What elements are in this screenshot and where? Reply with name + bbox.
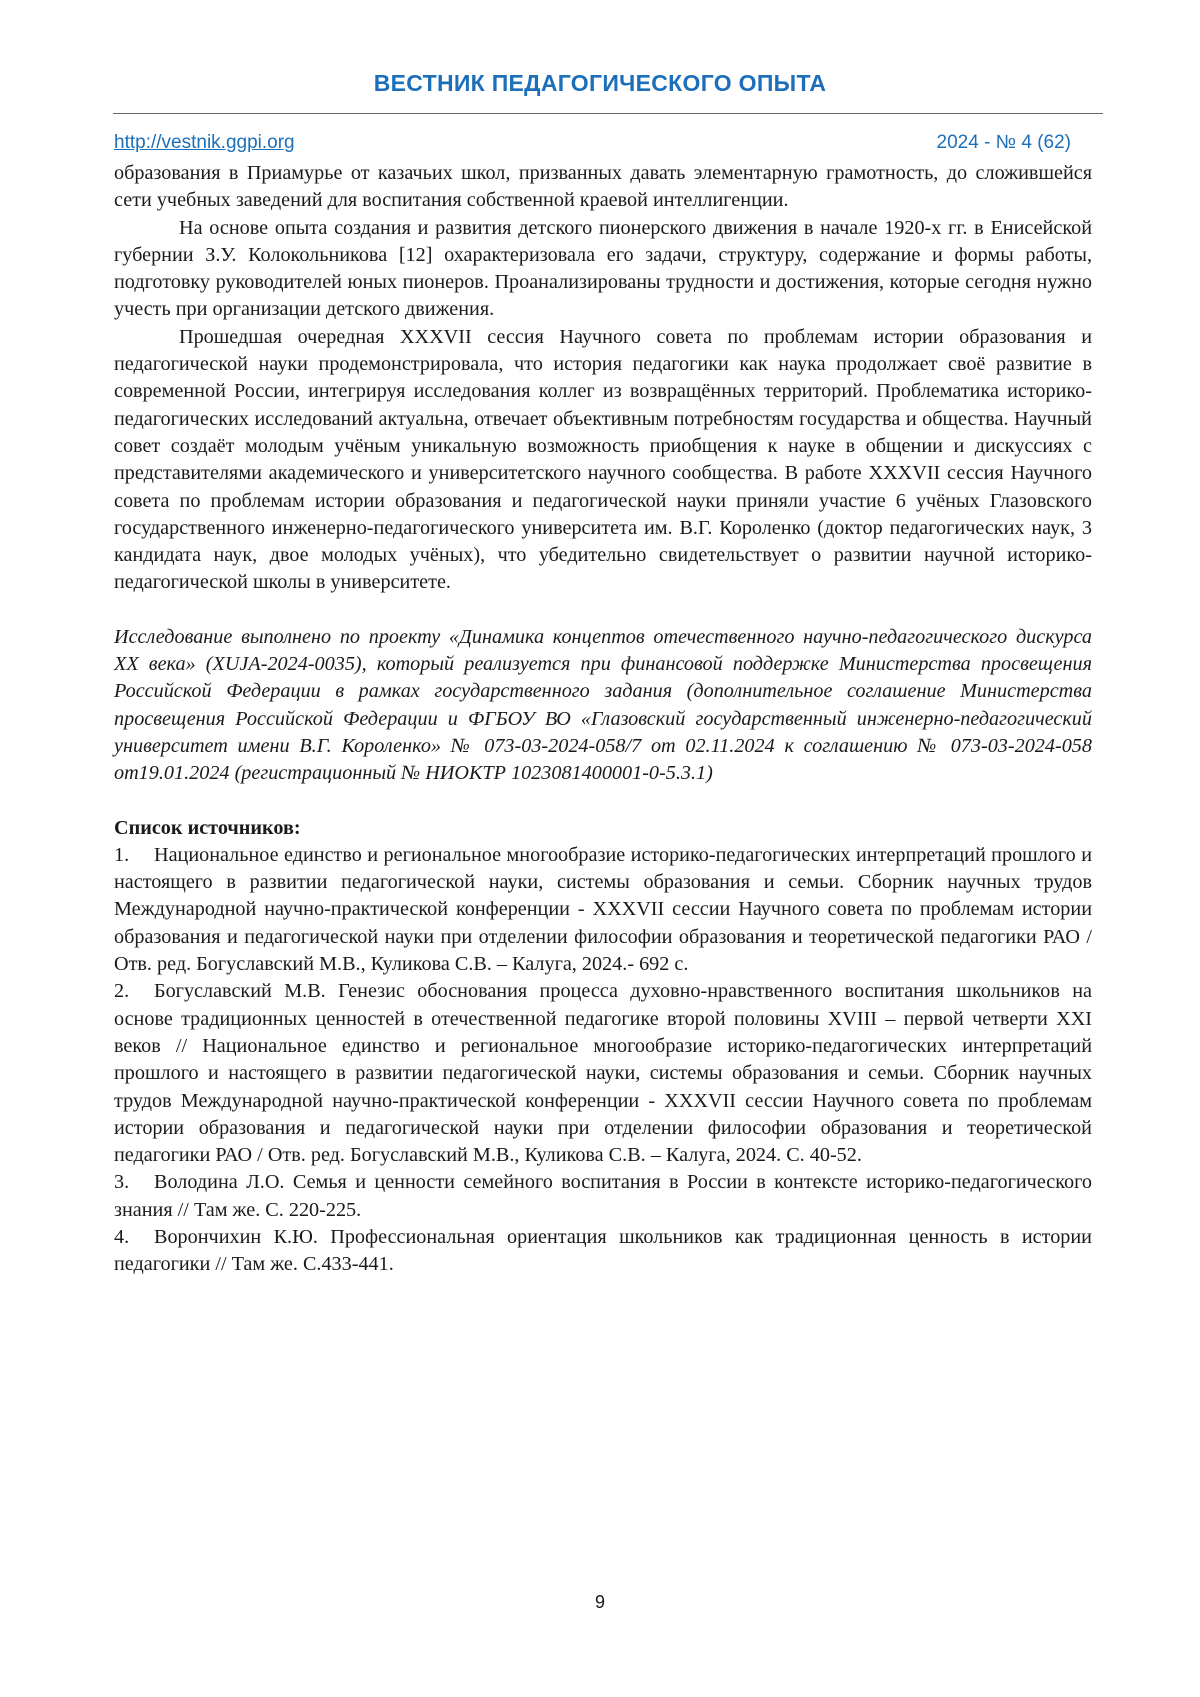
paragraph: На основе опыта создания и развития детского пионерского движения в начале 1920-х гг. в Енисейской губернии З.У. Колокольникова [12] охарактеризовала его задачи, структуру, содержание и формы работы, подготовку руководителей юных пионеров. Проанализированы трудности и достижения, которые сегодня нужно учесть при организации детского движения. xyxy=(114,216,1092,321)
reference-item xyxy=(114,842,1092,978)
reference-number: 1. xyxy=(114,843,130,866)
reference-text: Богуславский М.В. Генезис обоснования процесса духовно-нравственного воспитания школьников на основе традиционных ценностей в отечественной педагогике второй половины XVIII – первой четверти XXI веков // Национальное единство и региональное многообразие историко-педагогических интерпретаций прошлого и настоящего в развитии педагогической науки, системы образования и семьи. Сборник научных трудов Международной научно-практической конференции - XXXVII сессии Научного совета по проблемам истории образования и педагогической науки при отделении философии образования и теоретической педагогики РАО / Отв. ред. Богуславский М.В., Куликова С.В. – Калуга, 2024. С. 40-52. xyxy=(114,980,1092,1167)
reference-item xyxy=(114,1224,1092,1279)
funding-note: Исследование выполнено по проекту «Динамика концептов отечественного научно-педагогического дискурса ХХ века» (XUJA-2024-0035), который реализуется при финансовой поддержке Министерства просвещения Российской Федерации в рамках государственного задания (дополнительное соглашение Министерства просвещения Российской Федерации и ФГБОУ ВО «Глазовский государственный инженерно-педагогический университет имени В.Г. Короленко» № 073-03-2024-058/7 от 02.11.2024 к соглашению № 073-03-2024-058 от19.01.2024 (регистрационный № НИОКТР 1023081400001-0-5.3.1) xyxy=(114,625,1092,785)
issue-number: 2024 - № 4 (62) xyxy=(936,132,1071,153)
article-body xyxy=(114,160,1092,1279)
paragraph-continuation: образования в Приамурье от казачьих школ, призванных давать элементарную грамотность, до сложившейся сети учебных заведений для воспитания собственной краевой интеллигенции. xyxy=(114,162,1092,212)
journal-url-link[interactable]: http://vestnik.ggpi.org xyxy=(114,132,295,153)
reference-item xyxy=(114,978,1092,1169)
reference-text: Володина Л.О. Семья и ценности семейного воспитания в России в контексте историко-педагогического знания // Там же. С. 220-225. xyxy=(114,1171,1092,1221)
reference-number: 3. xyxy=(114,1171,130,1194)
reference-item xyxy=(114,1169,1092,1224)
reference-text: Национальное единство и региональное многообразие историко-педагогических интерпретаций прошлого и настоящего в развитии педагогической науки, системы образования и семьи. Сборник научных трудов Международной научно-практической конференции - XXXVII сессии Научного совета по проблемам истории образования и педагогической науки при отделении философии образования и теоретической педагогики РАО / Отв. ред. Богуславский М.В., Куликова С.В. – Калуга, 2024.- 692 с. xyxy=(114,843,1092,976)
references-list xyxy=(114,842,1092,1279)
journal-title: ВЕСТНИК ПЕДАГОГИЧЕСКОГО ОПЫТА xyxy=(373,70,827,96)
reference-text: Ворончихин К.Ю. Профессиональная ориентация школьников как традиционная ценность в истории педагогики // Там же. С.433-441. xyxy=(114,1225,1092,1276)
paragraph: Прошедшая очередная XXXVII сессия Научного совета по проблемам истории образования и педагогической науки продемонстрировала, что история педагогики как наука продолжает своё развитие в современной России, интегрируя исследования коллег из возвращённых территорий. Проблематика историко-педагогических исследований актуальна, отвечает объективным потребностям государства и общества. Научный совет создаёт молодым учёным уникальную возможность приобщения к науке в общении и дискуссиях с представителями академического и университетского научного сообщества. В работе XXXVII сессия Научного совета по проблемам истории образования и педагогической науки приняли участие 6 учёных Глазовского государственного инженерно-педагогического университета им. В.Г. Короленко (доктор педагогических наук, 3 кандидата наук, двое молодых учёных), что убедительно свидетельствует о развитии научной историко-педагогической школы в университете. xyxy=(114,325,1092,594)
references-heading: Список источников: xyxy=(114,816,301,839)
page-number: 9 xyxy=(594,1592,605,1612)
reference-number: 4. xyxy=(114,1225,130,1248)
reference-number: 2. xyxy=(114,980,130,1003)
header-divider xyxy=(113,113,1103,114)
